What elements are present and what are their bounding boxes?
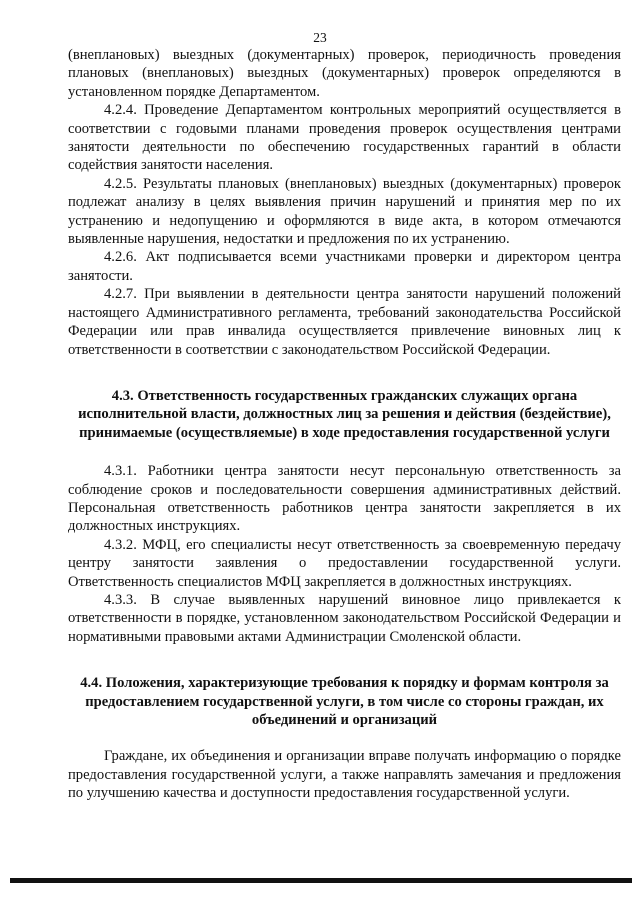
paragraph-4-2-5: 4.2.5. Результаты плановых (внеплановых) выездных (документарных) проверок подлежат анализу в целях выявления причин нарушений и принятия мер по их устранению и недопущению и оформляются в виде акта, в котором отмечаются выявленные нарушения, недостатки и предложения по их устранению. [68,175,621,248]
paragraph-4-2-4: 4.2.4. Проведение Департаментом контрольных мероприятий осуществляется в соответствии с годовыми планами проведения проверок осуществления центрами занятости деятельности по обеспечению государственных гарантий в области содействия занятости населения. [68,102,621,174]
paragraph-4-3-3: 4.3.3. В случае выявленных нарушений виновное лицо привлекается к ответственности в порядке, установленном законодательством Российской Федерации и нормативными правовыми актами Администрации Смоленской области. [68,591,621,645]
document-body [68,46,621,803]
paragraph-4-3-2: 4.3.2. МФЦ, его специалисты несут ответственность за своевременную передачу центру занятости заявления о предоставлении государственной услуги. Ответственность специалистов МФЦ закрепляется в должностных инструкциях. [68,536,621,590]
paragraph-4-3-1: 4.3.1. Работники центра занятости несут персональную ответственность за соблюдение сроков и последовательности совершения административных действий. Персональная ответственность работников центра занятости закрепляется в их должностных инструкциях. [68,463,621,535]
paragraph-4-2-6: 4.2.6. Акт подписывается всеми участниками проверки и директором центра занятости. [68,249,621,284]
section-heading-4-4: 4.4. Положения, характеризующие требования к порядку и формам контроля за предоставлением государственной услуги, в том числе со стороны граждан, их объединений и организаций [80,675,609,728]
paragraph-4-2-7: 4.2.7. При выявлении в деятельности центра занятости нарушений положений настоящего Административного регламента, требований законодательства Российской Федерации или прав инвалида осуществляется привлечение виновных лиц к ответственности в соответствии с законодательством Российской Федерации. [68,286,621,358]
paragraph-continuation: (внеплановых) выездных (документарных) проверок, периодичность проведения плановых (внеплановых) выездных (документарных) проверок определяются в установленном порядке Департаментом. [68,47,621,100]
section-heading-4-3: 4.3. Ответственность государственных гражданских служащих органа исполнительной власти, должностных лиц за решения и действия (бездействие), принимаемые (осуществляемые) в ходе предоставления государственной услуги [78,387,611,441]
page-number: 23 [313,30,327,45]
bottom-border-line [10,878,632,883]
paragraph-4-4-1: Граждане, их объединения и организации вправе получать информацию о порядке предоставления государственной услуги, а также направлять замечания и предложения по улучшению качества и доступности предоставления государственной услуги. [68,748,621,802]
